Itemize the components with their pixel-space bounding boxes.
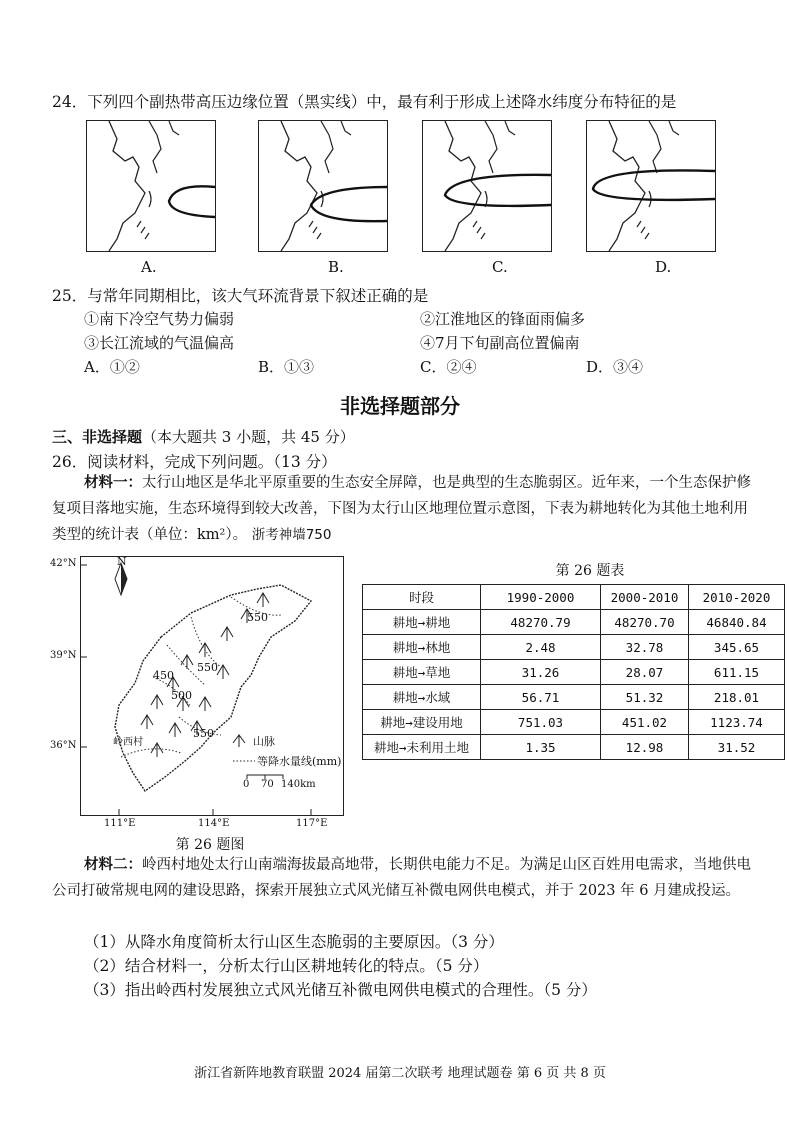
table-cell: 48270.79: [481, 610, 601, 635]
table-header-cell: 时段: [363, 585, 481, 610]
scale-140: 140km: [281, 779, 316, 790]
table-cell: 耕地→耕地: [363, 610, 481, 635]
table-cell: 751.03: [481, 710, 601, 735]
table-row: [363, 660, 785, 685]
north-label: N: [117, 555, 127, 568]
coastline-map-b: [259, 121, 387, 251]
coastline-map-c: [423, 121, 551, 251]
q25-stem: 25．与常年同期相比，该大气环流背景下叙述正确的是: [52, 287, 429, 305]
material2-text: 岭西村地处太行山南端海拔最高地带，长期供电能力不足。为满足山区百姓用电需求，当地供电公司打破常规电网的建设思路，探索开展独立式风光储互补微电网供电模式，并于 2023 年 6 月建成投运。: [52, 857, 751, 899]
village-label: 岭西村: [113, 737, 143, 748]
q25-item-2: ②江淮地区的锋面雨偏多: [420, 310, 586, 328]
q25-choice-b[interactable]: B．①③: [258, 358, 315, 376]
scale-0: 0: [243, 779, 250, 790]
q24-map-d: [586, 120, 716, 252]
table-cell: 451.02: [601, 710, 689, 735]
table-cell: 31.52: [689, 735, 785, 760]
legend-isohyet: 等降水量线(mm): [257, 755, 342, 768]
table-cell: 31.26: [481, 660, 601, 685]
table-cell: 345.65: [689, 635, 785, 660]
lon-114: 114°E: [198, 818, 230, 829]
q26-sub-3: （3）指出岭西村发展独立式风光储互补微电网供电模式的合理性。（5 分）: [84, 981, 597, 999]
table-cell: 32.78: [601, 635, 689, 660]
table-header-cell: 2010-2020: [689, 585, 785, 610]
q24-map-a: [86, 120, 216, 252]
q24-option-c[interactable]: C.: [492, 258, 508, 276]
q26-sub-1: （1）从降水角度简析太行山区生态脆弱的主要原因。（3 分）: [84, 933, 504, 951]
material1-label: 材料一：: [84, 474, 142, 491]
material2-label: 材料二：: [84, 856, 142, 873]
q26-stem: 26．阅读材料，完成下列问题。（13 分）: [52, 453, 337, 471]
table-row: [363, 635, 785, 660]
map-caption: 第 26 题图: [175, 837, 245, 853]
table-cell: 耕地→建设用地: [363, 710, 481, 735]
coastline-map-d: [587, 121, 715, 251]
table-cell: 耕地→未利用土地: [363, 735, 481, 760]
table-cell: 2.48: [481, 635, 601, 660]
q26-sub-2: （2）结合材料一，分析太行山区耕地转化的特点。（5 分）: [84, 957, 489, 975]
q24-option-d[interactable]: D.: [655, 258, 672, 276]
q24-option-a[interactable]: A.: [141, 258, 157, 276]
q24-stem: 24．下列四个副热带高压边缘位置（黑实线）中，最有利于形成上述降水纬度分布特征的是: [52, 93, 677, 111]
table-cell: 611.15: [689, 660, 785, 685]
scale-70: 70: [261, 779, 274, 790]
table-cell: 218.01: [689, 685, 785, 710]
q24-map-c: [422, 120, 552, 252]
table-header-cell: 2000-2010: [601, 585, 689, 610]
table-cell: 48270.70: [601, 610, 689, 635]
table-row: [363, 710, 785, 735]
lat-36: 36°N: [50, 740, 77, 751]
table-row: [363, 610, 785, 635]
material1-text: 太行山地区是华北平原重要的生态安全屏障，也是典型的生态脆弱区。近年来，一个生态保护修复项目落地实施，生态环境得到较大改善，下图为太行山区地理位置示意图，下表为耕地转化为其他土地利用类型的统计表（单位：km²）。: [52, 475, 751, 543]
table-row: [363, 735, 785, 760]
section-title: 非选择题部分: [340, 394, 460, 418]
lon-111: 111°E: [104, 818, 136, 829]
table-cell: 1.35: [481, 735, 601, 760]
table-cell: 56.71: [481, 685, 601, 710]
legend-mountain: 山脉: [253, 735, 275, 748]
table-header-row: [363, 585, 785, 610]
q25-item-4: ④7月下旬副高位置偏南: [420, 334, 580, 352]
table-cell: 耕地→林地: [363, 635, 481, 660]
part3-note: （本大题共 3 小题，共 45 分）: [142, 428, 355, 446]
material2: [52, 852, 752, 904]
part3-heading: [52, 426, 355, 447]
data-table: [362, 584, 785, 760]
isohyet-label-2: 450: [153, 669, 174, 682]
q25-choice-c[interactable]: C．②④: [420, 358, 477, 376]
isohyet-label-1: 550: [247, 611, 268, 624]
table-cell: 28.07: [601, 660, 689, 685]
land-conversion-table: [362, 584, 785, 760]
isohyet-label-4: 500: [171, 689, 192, 702]
q25-item-1: ①南下冷空气势力偏弱: [84, 310, 235, 328]
lat-39: 39°N: [50, 650, 77, 661]
table-cell: 46840.84: [689, 610, 785, 635]
coastline-map-a: [87, 121, 215, 251]
table-cell: 1123.74: [689, 710, 785, 735]
lat-42: 42°N: [50, 558, 77, 569]
table-cell: 耕地→草地: [363, 660, 481, 685]
q25-choice-d[interactable]: D．③④: [586, 358, 644, 376]
q25-choice-a[interactable]: A．①②: [84, 358, 140, 376]
isohyet-label-5: 550: [193, 727, 214, 740]
watermark: 浙考神墙750: [251, 527, 332, 543]
q24-map-b: [258, 120, 388, 252]
table-cell: 12.98: [601, 735, 689, 760]
table-row: [363, 685, 785, 710]
taihang-map: [80, 556, 344, 816]
page-footer: 浙江省新阵地教育联盟 2024 届第二次联考 地理试题卷 第 6 页 共 8 页: [194, 1066, 606, 1081]
table-header-cell: 1990-2000: [481, 585, 601, 610]
material1: [52, 470, 752, 548]
table-cell: 51.32: [601, 685, 689, 710]
q24-option-b[interactable]: B.: [328, 258, 344, 276]
lon-117: 117°E: [296, 818, 328, 829]
q25-item-3: ③长江流域的气温偏高: [84, 334, 235, 352]
table-caption: 第 26 题表: [555, 563, 625, 579]
table-cell: 耕地→水域: [363, 685, 481, 710]
taihang-map-svg: [81, 557, 343, 815]
isohyet-label-3: 550: [197, 661, 218, 674]
part3-label: 三、非选择题: [52, 428, 143, 446]
